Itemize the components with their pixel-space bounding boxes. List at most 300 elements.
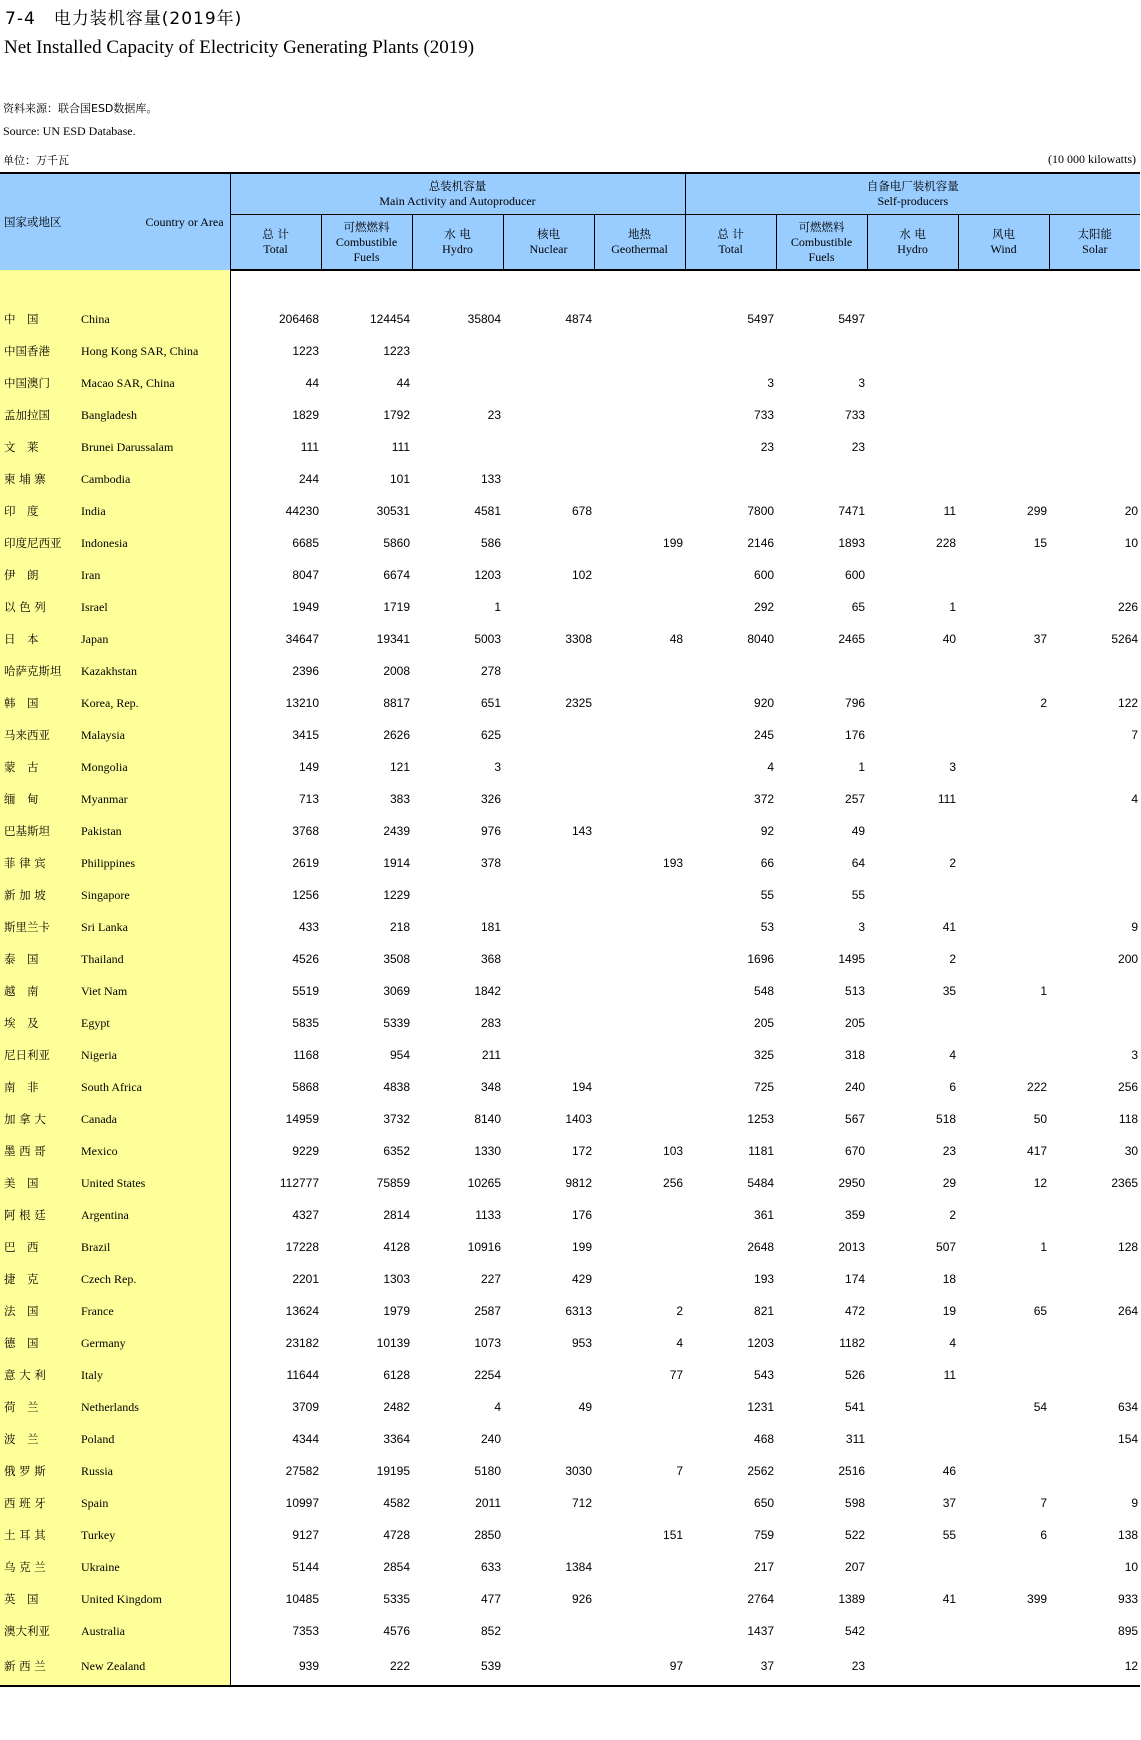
- table-row: [0, 1519, 1140, 1551]
- country-name-en: United Kingdom: [81, 1583, 230, 1615]
- value-cell: [867, 719, 958, 751]
- value-cell: [503, 1423, 594, 1455]
- value-cell: 1949: [292, 600, 320, 614]
- value-cell: [594, 911, 685, 943]
- value-cell: 240: [480, 1432, 502, 1446]
- value-cell: [503, 463, 594, 495]
- country-name-en: Netherlands: [81, 1391, 230, 1423]
- country-name-zh: 捷 克: [0, 1263, 81, 1295]
- column-header-en: Total: [263, 242, 288, 256]
- value-cell: 194: [571, 1080, 593, 1094]
- value-cell: 143: [571, 824, 593, 838]
- value-cell: 111: [391, 440, 411, 454]
- value-cell: [958, 559, 1049, 591]
- value-cell: 2854: [383, 1560, 411, 1574]
- country-name-zh: 美 国: [0, 1167, 81, 1199]
- value-cell: 10: [1124, 536, 1139, 550]
- value-cell: [503, 335, 594, 367]
- value-cell: 10485: [285, 1592, 320, 1606]
- country-header-en: Country or Area: [145, 214, 224, 229]
- value-cell: [594, 335, 685, 367]
- value-cell: 50: [1033, 1112, 1048, 1126]
- value-cell: 138: [1118, 1528, 1139, 1542]
- country-name-en: United States: [81, 1167, 230, 1199]
- value-cell: 650: [754, 1496, 775, 1510]
- value-cell: 4576: [383, 1624, 411, 1638]
- value-cell: 926: [571, 1592, 593, 1606]
- value-cell: [1049, 463, 1140, 495]
- table-row: [0, 1295, 1140, 1327]
- value-cell: 1: [494, 600, 502, 614]
- value-cell: [594, 815, 685, 847]
- country-name-en: Argentina: [81, 1199, 230, 1231]
- value-cell: 4582: [383, 1496, 411, 1510]
- value-cell: 5497: [747, 312, 775, 326]
- value-cell: 13210: [285, 696, 320, 710]
- value-cell: 41: [942, 920, 957, 934]
- value-cell: 513: [845, 984, 866, 998]
- value-cell: [958, 367, 1049, 399]
- column-header-en: Combustible: [790, 234, 853, 249]
- value-cell: [867, 463, 958, 495]
- value-cell: 598: [845, 1496, 866, 1510]
- value-cell: [867, 1007, 958, 1039]
- table-row: [0, 1551, 1140, 1583]
- column-header-en: Nuclear: [529, 242, 568, 256]
- value-cell: 712: [571, 1496, 593, 1510]
- country-name-zh: 越 南: [0, 975, 81, 1007]
- value-cell: 4344: [292, 1432, 320, 1446]
- value-cell: 600: [754, 568, 775, 582]
- value-cell: 2626: [383, 728, 411, 742]
- value-cell: [594, 367, 685, 399]
- value-cell: 4: [949, 1048, 957, 1062]
- value-cell: 218: [389, 920, 411, 934]
- value-cell: [412, 335, 503, 367]
- value-cell: 264: [1118, 1304, 1139, 1318]
- column-header-en2: Fuels: [353, 249, 380, 264]
- value-cell: 518: [936, 1112, 957, 1126]
- table-row: [0, 1039, 1140, 1071]
- country-name-en: Mexico: [81, 1135, 230, 1167]
- country-name-en: India: [81, 495, 230, 527]
- value-cell: 29: [942, 1176, 957, 1190]
- value-cell: 2465: [838, 632, 866, 646]
- value-cell: [503, 943, 594, 975]
- value-cell: [958, 1359, 1049, 1391]
- value-cell: 378: [480, 856, 502, 870]
- country-name-en: Cambodia: [81, 463, 230, 495]
- country-name-zh: 尼日利亚: [0, 1039, 81, 1071]
- column-header-zh: 可燃燃料: [798, 219, 845, 234]
- value-cell: 299: [1027, 504, 1048, 518]
- value-cell: [503, 751, 594, 783]
- value-cell: [594, 943, 685, 975]
- value-cell: 12: [1049, 1647, 1140, 1686]
- value-cell: 4874: [565, 312, 593, 326]
- value-cell: 92: [760, 824, 775, 838]
- value-cell: 372: [754, 792, 775, 806]
- value-cell: 733: [845, 408, 866, 422]
- value-cell: 55: [851, 888, 866, 902]
- table-row: [0, 1071, 1140, 1103]
- table-row: [0, 367, 1140, 399]
- unit-label-zh: 单位：万千瓦: [3, 154, 69, 167]
- value-cell: [503, 655, 594, 687]
- value-cell: 383: [389, 792, 411, 806]
- value-cell: 8040: [747, 632, 775, 646]
- value-cell: 9: [1131, 920, 1139, 934]
- column-header-en2: Fuels: [808, 249, 835, 264]
- group-header-self-en: Self-producers: [877, 194, 949, 208]
- country-name-en: Korea, Rep.: [81, 687, 230, 719]
- value-cell: 193: [754, 1272, 775, 1286]
- value-cell: 7800: [747, 504, 775, 518]
- value-cell: [776, 335, 867, 367]
- value-cell: [776, 463, 867, 495]
- value-cell: 4526: [292, 952, 320, 966]
- value-cell: 3: [858, 920, 866, 934]
- value-cell: 4327: [292, 1208, 320, 1222]
- value-cell: [958, 655, 1049, 687]
- value-cell: 8140: [474, 1112, 502, 1126]
- column-header-zh: 总 计: [717, 227, 744, 241]
- country-name-en: Malaysia: [81, 719, 230, 751]
- value-cell: 954: [389, 1048, 411, 1062]
- country-name-zh: 乌 克 兰: [0, 1551, 81, 1583]
- value-cell: 176: [571, 1208, 593, 1222]
- value-cell: [867, 879, 958, 911]
- value-cell: 118: [1118, 1112, 1139, 1126]
- value-cell: [503, 783, 594, 815]
- value-cell: 3069: [383, 984, 411, 998]
- value-cell: 10265: [467, 1176, 502, 1190]
- value-cell: 1203: [474, 568, 502, 582]
- value-cell: 1403: [565, 1112, 593, 1126]
- country-name-zh: 印度尼西亚: [0, 527, 81, 559]
- country-name-zh: 印 度: [0, 495, 81, 527]
- country-header-zh: 国家或地区: [4, 214, 62, 229]
- value-cell: [867, 335, 958, 367]
- value-cell: [867, 1391, 958, 1423]
- table-row: [0, 591, 1140, 623]
- value-cell: 6352: [383, 1144, 411, 1158]
- value-cell: 44230: [285, 504, 320, 518]
- value-cell: 1: [1040, 1240, 1048, 1254]
- value-cell: 4128: [383, 1240, 411, 1254]
- column-header-en: Geothermal: [611, 242, 668, 256]
- country-name-zh: 墨 西 哥: [0, 1135, 81, 1167]
- column-header: [1049, 215, 1140, 271]
- table-row: [0, 655, 1140, 687]
- country-name-zh: 波 兰: [0, 1423, 81, 1455]
- value-cell: 1495: [838, 952, 866, 966]
- value-cell: 6128: [383, 1368, 411, 1382]
- value-cell: [594, 431, 685, 463]
- value-cell: 821: [754, 1304, 775, 1318]
- value-cell: [594, 1263, 685, 1295]
- table-row: [0, 1647, 1140, 1686]
- value-cell: 678: [571, 504, 593, 518]
- table-row: [0, 719, 1140, 751]
- column-header: [321, 215, 412, 271]
- value-cell: 468: [754, 1432, 775, 1446]
- country-name-zh: 哈萨克斯坦: [0, 655, 81, 687]
- country-name-en: Thailand: [81, 943, 230, 975]
- value-cell: 207: [845, 1560, 866, 1574]
- value-cell: 3: [858, 376, 866, 390]
- value-cell: [958, 879, 1049, 911]
- country-header: [0, 173, 230, 270]
- value-cell: 174: [845, 1272, 866, 1286]
- value-cell: 97: [594, 1647, 685, 1686]
- country-name-en: Egypt: [81, 1007, 230, 1039]
- value-cell: 5519: [292, 984, 320, 998]
- value-cell: 15: [1033, 536, 1048, 550]
- value-cell: [1049, 1359, 1140, 1391]
- value-cell: 11: [943, 1368, 957, 1382]
- value-cell: [594, 975, 685, 1007]
- value-cell: [594, 719, 685, 751]
- country-name-zh: 新 西 兰: [0, 1647, 81, 1686]
- value-cell: 4: [1131, 792, 1139, 806]
- value-cell: [958, 335, 1049, 367]
- value-cell: 222: [1027, 1080, 1048, 1094]
- value-cell: 4: [676, 1336, 684, 1350]
- column-header: [958, 215, 1049, 271]
- value-cell: 10997: [285, 1496, 320, 1510]
- value-cell: 10: [1124, 1560, 1139, 1574]
- value-cell: 4581: [474, 504, 502, 518]
- value-cell: 2254: [474, 1368, 502, 1382]
- value-cell: [958, 815, 1049, 847]
- value-cell: 49: [851, 824, 866, 838]
- table-row: [0, 943, 1140, 975]
- table-row: [0, 1135, 1140, 1167]
- value-cell: [867, 399, 958, 431]
- value-cell: 1719: [383, 600, 411, 614]
- table-row: [0, 1263, 1140, 1295]
- value-cell: [594, 1199, 685, 1231]
- value-cell: 41: [942, 1592, 957, 1606]
- value-cell: [503, 1359, 594, 1391]
- value-cell: 228: [936, 536, 957, 550]
- table-row: [0, 815, 1140, 847]
- value-cell: 9: [1131, 1496, 1139, 1510]
- value-cell: [867, 1647, 958, 1686]
- value-cell: 1223: [383, 344, 411, 358]
- column-header-zh: 太阳能: [1077, 227, 1113, 241]
- value-cell: 9229: [292, 1144, 320, 1158]
- value-cell: [958, 1199, 1049, 1231]
- value-cell: 651: [480, 696, 502, 710]
- country-name-zh: 加 拿 大: [0, 1103, 81, 1135]
- value-cell: 3364: [383, 1432, 411, 1446]
- value-cell: 111: [937, 792, 957, 806]
- value-cell: 1696: [747, 952, 775, 966]
- value-cell: [594, 1615, 685, 1647]
- table-row: [0, 1615, 1140, 1647]
- country-name-en: Bangladesh: [81, 399, 230, 431]
- value-cell: 3: [1131, 1048, 1139, 1062]
- value-cell: [594, 463, 685, 495]
- value-cell: [503, 1007, 594, 1039]
- value-cell: [867, 431, 958, 463]
- value-cell: 10139: [376, 1336, 411, 1350]
- value-cell: 256: [663, 1176, 684, 1190]
- value-cell: [1049, 335, 1140, 367]
- value-cell: 30531: [376, 504, 411, 518]
- value-cell: 2439: [383, 824, 411, 838]
- country-name-zh: 巴基斯坦: [0, 815, 81, 847]
- value-cell: 128: [1118, 1240, 1139, 1254]
- value-cell: 222: [321, 1647, 412, 1686]
- table-row: [0, 303, 1140, 335]
- country-name-zh: 阿 根 廷: [0, 1199, 81, 1231]
- value-cell: 3: [767, 376, 775, 390]
- country-name-zh: 伊 朗: [0, 559, 81, 591]
- value-cell: 34647: [285, 632, 320, 646]
- value-cell: 7471: [838, 504, 866, 518]
- table-row: [0, 1487, 1140, 1519]
- country-name-en: Hong Kong SAR, China: [81, 335, 230, 367]
- value-cell: 1229: [383, 888, 411, 902]
- value-cell: [958, 1615, 1049, 1647]
- value-cell: 13624: [285, 1304, 320, 1318]
- column-header-zh: 核电: [537, 227, 561, 241]
- country-name-zh: 德 国: [0, 1327, 81, 1359]
- value-cell: 1330: [474, 1144, 502, 1158]
- value-cell: 1384: [565, 1560, 593, 1574]
- country-name-zh: 澳大利亚: [0, 1615, 81, 1647]
- value-cell: 1792: [383, 408, 411, 422]
- value-cell: [1049, 431, 1140, 463]
- value-cell: 46: [942, 1464, 957, 1478]
- country-name-en: Kazakhstan: [81, 655, 230, 687]
- value-cell: 325: [754, 1048, 775, 1062]
- value-cell: [958, 1423, 1049, 1455]
- value-cell: [958, 463, 1049, 495]
- value-cell: 4: [949, 1336, 957, 1350]
- value-cell: [958, 303, 1049, 335]
- value-cell: 19: [942, 1304, 957, 1318]
- value-cell: 429: [571, 1272, 593, 1286]
- value-cell: 121: [389, 760, 411, 774]
- value-cell: 1168: [293, 1048, 320, 1062]
- country-name-en: Italy: [81, 1359, 230, 1391]
- value-cell: 4728: [383, 1528, 411, 1542]
- value-cell: 522: [845, 1528, 866, 1542]
- value-cell: 27582: [285, 1464, 320, 1478]
- value-cell: 6313: [565, 1304, 593, 1318]
- group-header-main: [230, 173, 685, 215]
- value-cell: [594, 1551, 685, 1583]
- column-header-en: Solar: [1082, 242, 1108, 256]
- value-cell: 933: [1118, 1592, 1139, 1606]
- country-name-en: Turkey: [81, 1519, 230, 1551]
- table-row: [0, 431, 1140, 463]
- page-title-zh: 7-4 电力装机容量(2019年): [5, 9, 243, 29]
- value-cell: [594, 495, 685, 527]
- value-cell: 3732: [383, 1112, 411, 1126]
- capacity-table: [0, 172, 1140, 1687]
- value-cell: 733: [754, 408, 775, 422]
- value-cell: 4: [494, 1400, 502, 1414]
- table-row: [0, 879, 1140, 911]
- column-header: [594, 215, 685, 271]
- spacer-row: [0, 270, 1140, 303]
- value-cell: 953: [571, 1336, 593, 1350]
- value-cell: 3030: [565, 1464, 593, 1478]
- value-cell: 6: [949, 1080, 957, 1094]
- country-name-en: Sri Lanka: [81, 911, 230, 943]
- country-name-zh: 俄 罗 斯: [0, 1455, 81, 1487]
- value-cell: [1049, 1263, 1140, 1295]
- value-cell: 1: [949, 600, 957, 614]
- value-cell: 3768: [292, 824, 320, 838]
- table-row: [0, 1007, 1140, 1039]
- value-cell: 417: [1027, 1144, 1048, 1158]
- value-cell: 2325: [565, 696, 593, 710]
- value-cell: [503, 399, 594, 431]
- value-cell: 55: [760, 888, 775, 902]
- value-cell: 1223: [292, 344, 320, 358]
- value-cell: 1133: [475, 1208, 502, 1222]
- value-cell: 154: [1118, 1432, 1139, 1446]
- value-cell: 103: [663, 1144, 684, 1158]
- value-cell: [594, 1007, 685, 1039]
- value-cell: 199: [571, 1240, 593, 1254]
- value-cell: [1049, 1199, 1140, 1231]
- value-cell: [594, 1487, 685, 1519]
- country-name-en: Singapore: [81, 879, 230, 911]
- value-cell: 1: [1040, 984, 1048, 998]
- value-cell: 205: [845, 1016, 866, 1030]
- table-row: [0, 1103, 1140, 1135]
- country-name-en: Czech Rep.: [81, 1263, 230, 1295]
- value-cell: 3415: [292, 728, 320, 742]
- value-cell: 472: [845, 1304, 866, 1318]
- value-cell: 133: [480, 472, 502, 486]
- country-name-zh: 西 班 牙: [0, 1487, 81, 1519]
- column-header-en: Combustible: [335, 234, 398, 249]
- value-cell: 64: [851, 856, 866, 870]
- value-cell: [503, 367, 594, 399]
- country-name-zh: 荷 兰: [0, 1391, 81, 1423]
- value-cell: [958, 911, 1049, 943]
- value-cell: [594, 751, 685, 783]
- value-cell: 542: [845, 1624, 866, 1638]
- value-cell: 4838: [383, 1080, 411, 1094]
- value-cell: [867, 303, 958, 335]
- value-cell: 75859: [376, 1176, 411, 1190]
- country-name-en: China: [81, 303, 230, 335]
- table-row: [0, 1231, 1140, 1263]
- value-cell: 111: [300, 440, 320, 454]
- country-name-en: Brunei Darussalam: [81, 431, 230, 463]
- value-cell: 77: [669, 1368, 684, 1382]
- value-cell: [1049, 847, 1140, 879]
- value-cell: 725: [754, 1080, 775, 1094]
- value-cell: 199: [663, 536, 684, 550]
- value-cell: [503, 719, 594, 751]
- table-row: [0, 975, 1140, 1007]
- page-title-en: Net Installed Capacity of Electricity Generating Plants (2019): [4, 37, 475, 58]
- value-cell: 193: [663, 856, 684, 870]
- value-cell: 35804: [467, 312, 502, 326]
- value-cell: [594, 1103, 685, 1135]
- value-cell: 217: [754, 1560, 775, 1574]
